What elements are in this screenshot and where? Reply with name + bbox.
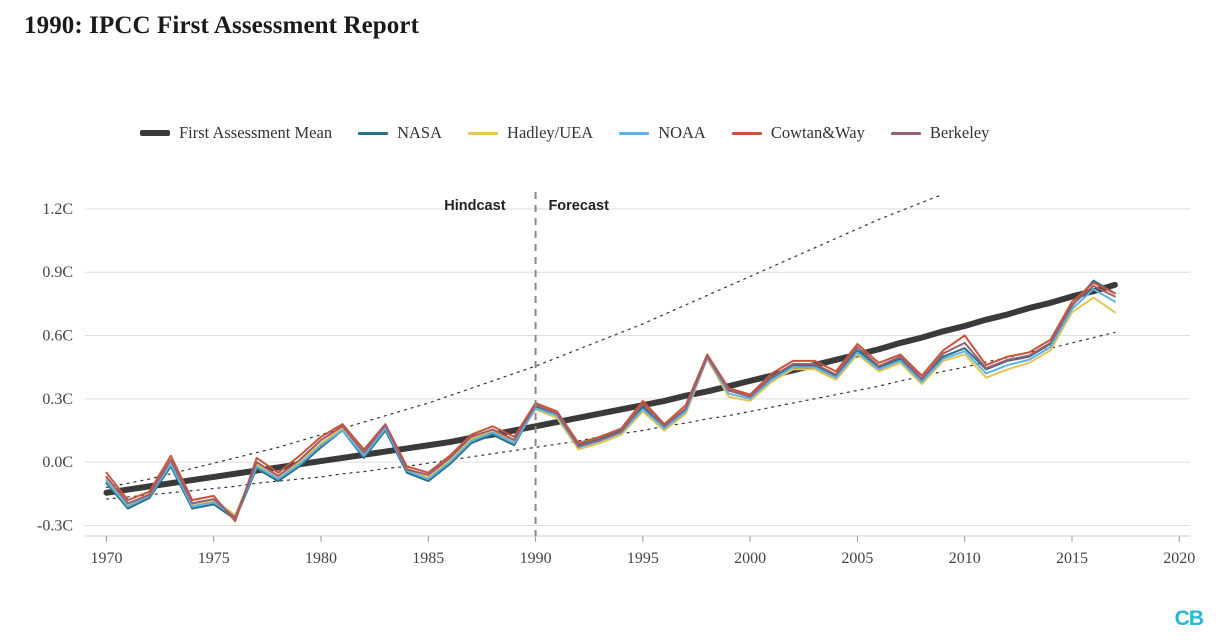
legend-item-label: NOAA xyxy=(658,123,706,142)
y-tick-label: 0.3C xyxy=(42,390,73,408)
series-line xyxy=(106,285,1114,493)
forecast-label: Forecast xyxy=(548,198,609,214)
y-tick-label: 1.2C xyxy=(42,200,73,218)
x-tick-label: 1985 xyxy=(412,550,445,567)
y-tick-label: -0.3C xyxy=(37,517,73,535)
gridlines xyxy=(85,209,1190,536)
chart-annotations xyxy=(444,198,609,214)
series-line xyxy=(106,281,1114,519)
y-axis-ticks xyxy=(37,201,73,535)
x-tick-label: 2015 xyxy=(1055,550,1088,567)
x-tick-label: 2020 xyxy=(1163,550,1196,567)
legend-item-label: NASA xyxy=(397,123,443,142)
x-tick-label: 2010 xyxy=(948,550,981,567)
legend-item-label: Berkeley xyxy=(929,123,990,142)
carbon-brief-logo: CB xyxy=(1174,607,1203,630)
series-line xyxy=(106,286,1114,518)
x-tick-label: 1990 xyxy=(519,550,552,567)
x-tick-label: 1995 xyxy=(626,550,659,567)
page-title: 1990: IPCC First Assessment Report xyxy=(24,12,420,39)
x-tick-label: 2000 xyxy=(734,550,767,567)
series-line xyxy=(106,298,1114,515)
x-tick-label: 1980 xyxy=(305,550,338,567)
y-tick-label: 0.9C xyxy=(42,264,73,282)
x-tick-label: 2005 xyxy=(841,550,874,567)
series-lines xyxy=(106,194,1114,521)
series-line xyxy=(106,283,1114,521)
series-line xyxy=(106,194,943,487)
hindcast-label: Hindcast xyxy=(444,198,506,214)
y-tick-label: 0.6C xyxy=(42,327,73,345)
legend-item-label: Cowtan&Way xyxy=(770,123,865,142)
x-axis-ticks xyxy=(90,536,1195,567)
y-tick-label: 0.0C xyxy=(42,454,73,472)
x-tick-label: 1970 xyxy=(90,550,123,567)
legend-item-label: First Assessment Mean xyxy=(179,123,333,142)
series-line xyxy=(106,332,1114,499)
legend-item-label: Hadley/UEA xyxy=(507,123,594,142)
x-tick-label: 1975 xyxy=(197,550,230,567)
